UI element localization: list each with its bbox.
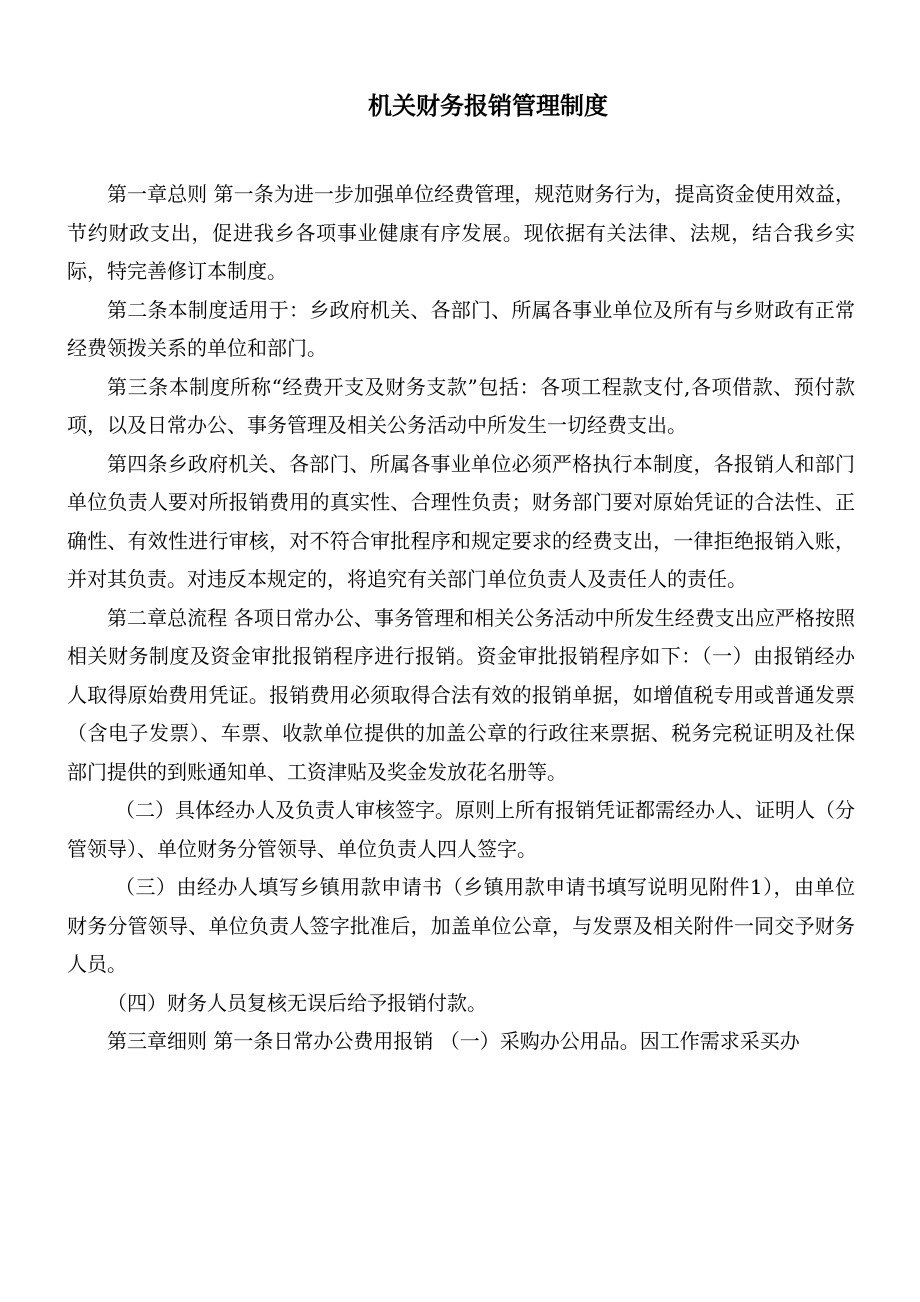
paragraph-general-provisions: 第一章总则 第一条为进一步加强单位经费管理，规范财务行为，提高资金使用效益，节约财政支出，促进我乡各项事业健康有序发展。现依据有关法律、法规，结合我乡实际，特完善修订本制度。	[67, 182, 855, 283]
paragraph-step-2: （二）具体经办人及负责人审核签字。原则上所有报销凭证都需经办人、证明人（分管领导）、单位财务分管领导、单位负责人四人签字。	[67, 798, 855, 861]
paragraph-detailed-rules: 第三章细则 第一条日常办公费用报销 （一）采购办公用品。因工作需求采买办	[107, 1029, 800, 1053]
paragraph-responsibility: 第四条乡政府机关、各部门、所属各事业单位必须严格执行本制度，各报销人和部门单位负责人要对所报销费用的真实性、合理性负责；财务部门要对原始凭证的合法性、正确性、有效性进行审核，对不符合审批程序和规定要求的经费支出，一律拒绝报销入账，并对其负责。对违反本规定的，将追究有关部门单位负责人及责任人的责任。	[67, 451, 855, 591]
paragraph-step-4: （四）财务人员复核无误后给予报销付款。	[107, 990, 487, 1015]
document-title: 机关财务报销管理制度	[368, 92, 608, 120]
paragraph-general-process: 第二章总流程 各项日常办公、事务管理和相关公务活动中所发生经费支出应严格按照相关财务制度及资金审批报销程序进行报销。资金审批报销程序如下：（一）由报销经办人取得原始费用凭证。报销费用必须取得合法有效的报销单据，如增值税专用或普通发票（含电子发票）、车票、收款单位提供的加盖公章的行政往来票据、税务完税证明及社保部门提供的到账通知单、工资津贴及奖金发放花名册等。	[67, 605, 855, 784]
paragraph-definition: 第三条本制度所称“经费开支及财务支款”包括：各项工程款支付,各项借款、预付款项，以及日常办公、事务管理及相关公务活动中所发生一切经费支出。	[67, 374, 855, 437]
paragraph-step-3: （三）由经办人填写乡镇用款申请书（乡镇用款申请书填写说明见附件1），由单位财务分管领导、单位负责人签字批准后，加盖单位公章，与发票及相关附件一同交予财务人员。	[67, 875, 855, 976]
document-body	[67, 175, 855, 1061]
paragraph-scope: 第二条本制度适用于：乡政府机关、各部门、所属各事业单位及所有与乡财政有正常经费领拨关系的单位和部门。	[67, 297, 855, 360]
